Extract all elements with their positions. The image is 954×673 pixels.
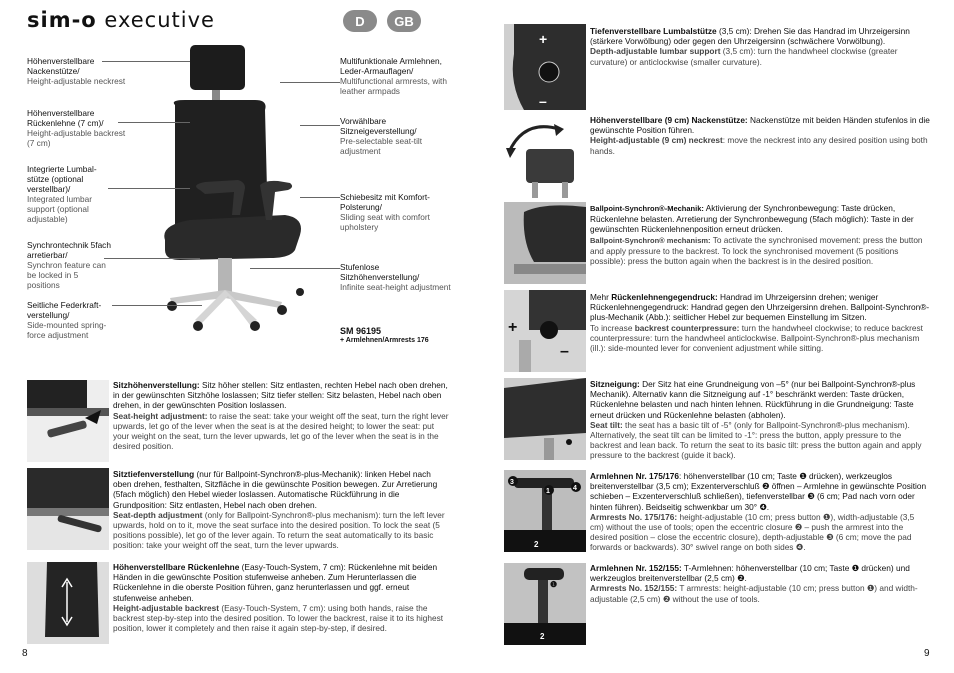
label-slidingseat: Schiebesitz mit Komfort-Polsterung/ Sliding seat with comfort upholstery [340, 192, 430, 232]
svg-text:–: – [560, 343, 569, 360]
section-backrest: Höhenverstellbare Rückenlehne (Easy-Touch-System, 7 cm): Rückenlehne mit beiden Händen in die gewünschte Position stufenweise anheben. Zum Herunterlassen die Rückenlehne in die oberste Position führen, ganz herunterlassen und ggf. erneut stufenweise anheben. Height-adjustable backrest (Easy-Touch-System, 7 cm): using both hands, raise the backrest step-by-step into the desired position. To lower the backrest, raise it to its highest position, lower it completely and then raise it again step-by-step, if desired. [113, 562, 444, 634]
svg-text:2: 2 [534, 540, 539, 549]
plus-mark: + [539, 31, 548, 47]
label-seattilt: Vorwählbare Sitzneigeverstellung/ Pre-selectable seat-tilt adjustment [340, 116, 423, 156]
thumb-synchron [504, 202, 586, 284]
label-neckrest: Höhenverstellbare Nackenstütze/ Height-adjustable neckrest [27, 56, 126, 86]
thumb-armrest-176 [504, 470, 586, 552]
section-counterpressure: Mehr Rückenlehnengegendruck: Handrad im Uhrzeigersinn drehen; weniger Rückenlehnengegendruck: Handrad gegen den Uhrzeigersinn drehen. Ballpoint-Synchron®-plus-Mechanik (Abb.): seitlicher Hebel zur bequemen Einstellung im Sitzen. To increase backrest counterpressure: turn the handwheel clockwise; to reduce backrest counterpressure: turn the handwheel anticlockwise. Ballpoint-Synchron®-plus mechanism (ill.): side-mounted lever for convenient adjustment while sitting. [590, 292, 930, 354]
label-seatheight: Stufenlose Sitzhöhenverstellung/ Infinite seat-height adjustment [340, 262, 451, 292]
label-armrests: Multifunktionale Armlehnen, Leder-Armauflagen/ Multifunctional armrests, with leather armpads [340, 56, 447, 96]
page-number-right: 9 [924, 648, 930, 659]
thumb-counterpressure [504, 290, 586, 372]
page-number-left: 8 [22, 648, 28, 659]
section-armrest-176: Armlehnen Nr. 175/176: höhenverstellbar (10 cm; Taste ❶ drücken), werkzeuglos breitenverstellbar (3,5 cm); Exzenterverschluß ❷ öffnen – Armlehne in gewünschte Position schieben – Exzenterverschluß schließen), tiefenverstellbar ❸ (6 cm; Pad nach vorn oder hinten führen). Beidseitig schwenkbar um 30° ❹. Armrests No. 175/176: height-adjustable (10 cm; press button ❶), width-adjustable (3,5 cm) without the use of tools; open the eccentric closure ❷ – push the armrest into the desired position – close the eccentric closure), depth-adjustable ❸ (6 cm; move the pad forwards or backwards). 30° swivel range on both sides ❹. [590, 471, 927, 553]
thumb-seat-depth [27, 468, 109, 550]
label-synchron: Synchrontechnik 5fach arretierbar/ Synchron feature can be locked in 5 positions [27, 240, 111, 290]
brand-light: executive [104, 8, 215, 32]
thumb-neckrest [504, 114, 586, 198]
svg-text:+: + [508, 319, 518, 336]
section-seat-height: Sitzhöhenverstellung: Sitz höher stellen: Sitz entlasten, rechten Hebel nach oben drehen, in der gewünschten Sitzhöhe loslassen; Sitz tiefer stellen: Sitz belasten, Hebel nach oben drehen, in der gewünschten Position loslassen. Seat-height adjustment: to raise the seat: take your weight off the seat, turn the right lever upwards, let go of the lever when the seat is at the desired height; to lower the seat: put your weight on the seat, turn the lever upwards, let go of the lever when the seat is in the desired position. [113, 380, 449, 452]
lang-d-badge[interactable]: D [343, 10, 377, 32]
svg-text:1: 1 [546, 488, 550, 495]
label-backrest: Höhenverstellbare Rückenlehne (7 cm)/ Height-adjustable backrest (7 cm) [27, 108, 126, 148]
lang-gb-badge[interactable]: GB [387, 10, 421, 32]
section-neckrest: Höhenverstellbare (9 cm) Nackenstütze: Nackenstütze mit beiden Händen stufenlos in die gewünschte Position führen. Height-adjustable (9 cm) neckrest: move the neckrest into any desired position using both hands. [590, 115, 930, 156]
thumb-seat-height [27, 380, 109, 462]
section-seat-tilt: Sitzneigung: Der Sitz hat eine Grundneigung von –5° (nur bei Ballpoint-Synchron®-plus Mechanik). Alternativ kann die Sitzneigung auf -1° beschränkt werden: Taste drücken, Rückenlehne belasten und nach hinten lehnen. Rückführung in die Grundneigung: Taste erneut drücken und Rückenlehne belasten (abholen). Seat tilt: the seat has a basic tilt of -5° (only for Ballpoint-Synchron®-plus mechanism). Alternatively, the seat tilt can be limited to -1°: press the button, apply pressure to the backrest and lean back. To return the seat to its basic tilt: press the button again and apply pressure to the backrest (guide it back). [590, 379, 922, 461]
svg-text:❶: ❶ [550, 580, 558, 589]
thumb-lumbar [504, 24, 586, 110]
model-sub: + Armlehnen/Armrests 176 [340, 337, 429, 344]
minus-mark: – [539, 93, 547, 109]
svg-text:4: 4 [573, 485, 577, 492]
svg-text:3: 3 [510, 479, 514, 486]
label-lumbar: Integrierte Lumbal-stütze (optional verstellbar)/ Integrated lumbar support (optional adjustable) [27, 164, 97, 224]
label-spring: Seitliche Federkraft-verstellung/ Side-mounted spring-force adjustment [27, 300, 107, 340]
section-seat-depth: Sitztiefenverstellung (nur für Ballpoint-Synchron®-plus-Mechanik): linken Hebel nach oben drehen, festhalten, Sitzfläche in die gewünschte Position bewegen. Zur Arretierung (5fach möglich) den Hebel wieder loslassen. Automatische Rückführung in die Grundposition: Sitz entlasten, Hebel nach oben drehen. Seat-depth adjustment (only for Ballpoint-Synchron®-plus mechanism): turn the left lever upwards, hold on to it, move the seat surface into the desired position. To lock the seat (5 positions possible), let go of the lever again. To return the seat automatically to its basic position: take your weight off the seat, turn the lever upwards. [113, 469, 445, 551]
svg-text:2: 2 [540, 632, 545, 641]
chair-illustration [150, 40, 325, 340]
brand-title [27, 8, 215, 32]
thumb-seat-tilt [504, 378, 586, 460]
section-synchron: Ballpoint-Synchron®-Mechanik: Aktivierung der Synchronbewegung: Taste drücken, Rückenlehne belasten. Arretierung der Synchronbewegung (5fach möglich): Taste in der gewünschten Rückenlehnenposition erneut drücken. Ballpoint-Synchron® mechanism: To activate the synchronised movement: press the button and apply pressure to the backrest. To lock the synchronised movement (5 positions possible): press the button again when the backrest is in the desired position. [590, 203, 923, 267]
brand-bold: sim-o [27, 8, 97, 32]
section-armrest-155: Armlehnen Nr. 152/155: T-Armlehnen: höhenverstellbar (10 cm; Taste ❶ drücken) und werkzeuglos breitenverstellbar (2,5 cm) ❷. Armrests No. 152/155: T armrests: height-adjustable (10 cm; press button ❶) and width-adjustable (2,5 cm) ❷ without the use of tools. [590, 563, 918, 604]
thumb-backrest [27, 562, 109, 644]
section-lumbar: Tiefenverstellbare Lumbalstütze (3,5 cm): Drehen Sie das Handrad im Uhrzeigersinn (stärkere Vorwölbung) oder gegen den Uhrzeigersinn (schwächere Vorwölbung). Depth-adjustable lumbar support (3,5 cm): turn the handwheel clockwise (greater curvature) or anticlockwise (smaller curvature). [590, 26, 910, 67]
thumb-armrest-155 [504, 563, 586, 645]
model-code: SM 96195 [340, 326, 382, 336]
